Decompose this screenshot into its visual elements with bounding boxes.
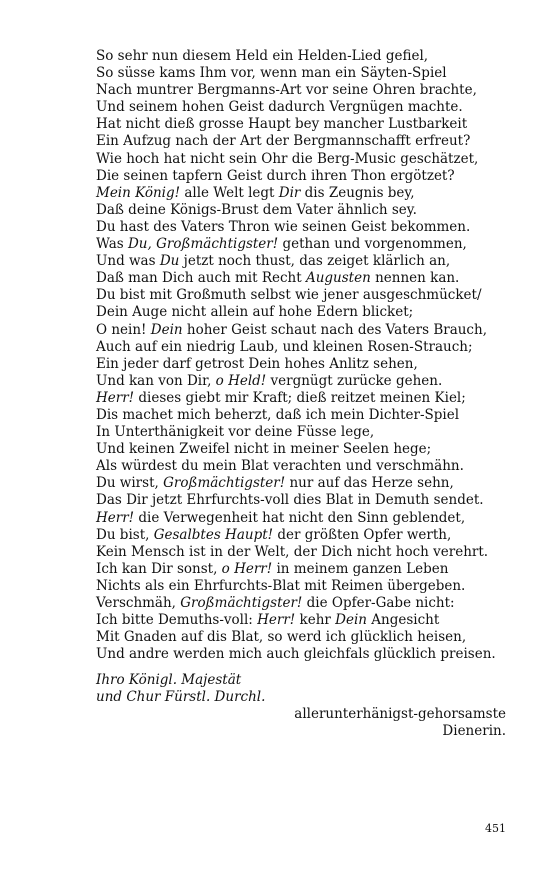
poem-segment: kehr [295, 612, 336, 629]
poem-emphasis: Großmächtigster! [180, 595, 303, 611]
poem-segment: Daß deine Königs-Brust dem Vater ähnlich sey. [96, 201, 417, 218]
poem-segment: Ich kan Dir sonst, [96, 560, 222, 577]
poem-segment: Wie hoch hat nicht sein Ohr die Berg-Music geschätzet, [96, 150, 479, 167]
poem-segment: Ein jeder darf getrost Dein hohes Anlitz sehen, [96, 355, 418, 372]
poem-emphasis: Herr! [96, 389, 135, 406]
poem-segment: Und andre werden mich auch gleichfals glücklich preisen. [96, 646, 496, 663]
poem-segment: die Opfer-Gabe nicht: [302, 595, 455, 611]
page-number: 451 [485, 822, 506, 835]
poem-line [96, 527, 526, 544]
address-block [96, 672, 265, 706]
poem-emphasis: Dein [150, 321, 183, 338]
poem-segment: Und keinen Zweifel nicht in meiner Seelen hege; [96, 441, 432, 458]
poem-emphasis: Dir [278, 184, 301, 201]
poem-segment: Die seinen tapfern Geist durch ihren Thon ergötzet? [96, 167, 455, 184]
poem-line [96, 236, 526, 253]
poem-line [96, 510, 526, 527]
poem-line [96, 202, 526, 219]
poem-segment: Hat nicht dieß grosse Haupt bey mancher Lustbarkeit [96, 116, 468, 133]
poem-line [96, 99, 526, 116]
signature-line: Dienerin. [442, 723, 506, 740]
poem-segment: der größten Opfer werth, [273, 526, 452, 543]
poem-segment: vergnügt zurücke gehen. [266, 372, 443, 389]
poem-emphasis: Herr! [257, 612, 296, 629]
poem-segment: Kein Mensch ist in der Welt, der Dich nicht hoch verehrt. [96, 543, 489, 560]
poem-segment: Ein Aufzug nach der Art der Bergmannschafft erfreut? [96, 133, 471, 150]
signature-line: allerunterhänigst-gehorsamste [294, 706, 506, 722]
poem-emphasis: Augusten [305, 270, 371, 287]
poem-emphasis: Großmächtigster! [163, 475, 286, 492]
poem-segment: nur auf das Herze sehn, [285, 475, 454, 492]
poem-segment: Als würdest du mein Blat verachten und verschmähn. [96, 458, 464, 475]
poem-segment: Nach muntrer Bergmanns-Art vor seine Ohren brachte, [96, 82, 477, 99]
poem-segment: Angesicht [366, 612, 440, 629]
poem-emphasis: Mein König! [96, 184, 181, 201]
poem-segment: Du bist, [96, 526, 154, 543]
poem-line [96, 339, 526, 356]
signature-block [294, 706, 506, 740]
poem-line [96, 287, 526, 304]
poem-segment: jetzt noch thust, das zeiget klärlich an, [179, 253, 451, 270]
poem-line [96, 133, 526, 150]
address-line: und Chur Fürstl. Durchl. [96, 689, 266, 706]
poem-segment: O nein! [96, 321, 151, 338]
poem-line [96, 492, 526, 509]
poem-emphasis: Dein [335, 612, 367, 629]
poem-line [96, 48, 526, 65]
poem-segment: Und was [96, 253, 160, 270]
poem-line [96, 356, 526, 373]
poem-line [96, 168, 526, 185]
poem-line [96, 595, 526, 612]
poem-segment: Du hast des Vaters Thron wie seinen Geist bekommen. [96, 218, 471, 235]
poem-line [96, 65, 526, 82]
poem-segment: Und kan von Dir, [96, 372, 216, 389]
poem-emphasis: o Held! [215, 372, 267, 389]
poem-text [96, 48, 526, 663]
poem-line [96, 424, 526, 441]
address-line: Ihro Königl. Majestät [96, 672, 242, 688]
poem-emphasis: Gesalbtes Haupt! [153, 526, 274, 543]
poem-segment: dieses giebt mir Kraft; dieß reitzet meinen Kiel; [134, 389, 466, 406]
poem-line [96, 270, 526, 287]
poem-segment: Ich bitte Demuths-voll: [96, 612, 258, 629]
poem-segment: In Unterthänigkeit vor deine Füsse lege, [96, 424, 375, 441]
poem-segment: Dis machet mich beherzt, daß ich mein Dichter-Spiel [96, 406, 460, 423]
poem-segment: Daß man Dich auch mit Recht [96, 270, 306, 287]
poem-line [96, 561, 526, 578]
poem-segment: gethan und vorgenommen, [278, 236, 467, 253]
poem-line [96, 151, 526, 168]
poem-line [96, 407, 526, 424]
poem-line [96, 646, 526, 663]
poem-line [96, 612, 526, 629]
poem-line [96, 322, 526, 339]
poem-segment: die Verwegenheit hat nicht den Sinn geblendet, [134, 509, 466, 526]
poem-line [96, 544, 526, 561]
poem-line [96, 253, 526, 270]
poem-line [96, 116, 526, 133]
poem-line [96, 458, 526, 475]
poem-line [96, 475, 526, 492]
poem-emphasis: Du [159, 253, 180, 270]
poem-segment: nennen kan. [370, 270, 460, 287]
poem-segment: Mit Gnaden auf dis Blat, so werd ich glücklich heisen, [96, 629, 467, 646]
poem-emphasis: Herr! [96, 509, 135, 526]
poem-segment: in meinem ganzen Leben [272, 560, 449, 577]
poem-line [96, 219, 526, 236]
poem-segment: Dein Auge nicht allein auf hohe Edern blicket; [96, 304, 414, 321]
poem-segment: Und seinem hohen Geist dadurch Vergnügen machte. [96, 99, 463, 116]
poem-segment: Verschmäh, [96, 595, 181, 611]
poem-line [96, 629, 526, 646]
poem-line [96, 82, 526, 99]
poem-line [96, 373, 526, 390]
poem-segment: hoher Geist schaut nach des Vaters Brauch, [182, 321, 487, 338]
poem-segment: So sehr nun diesem Held ein Helden-Lied gefiel, [96, 48, 429, 64]
poem-line [96, 185, 526, 202]
poem-segment: Das Dir jetzt Ehrfurchts-voll dies Blat in Demuth sendet. [96, 492, 484, 509]
poem-line [96, 441, 526, 458]
poem-segment: Was [96, 236, 128, 253]
poem-segment: Nichts als ein Ehrfurchts-Blat mit Reimen übergeben. [96, 577, 466, 594]
poem-emphasis: o Herr! [221, 560, 273, 577]
poem-segment: Du wirst, [96, 475, 164, 492]
poem-segment: So süsse kams Ihm vor, wenn man ein Säyten-Spiel [96, 65, 447, 82]
poem-segment: Auch auf ein niedrig Laub, und kleinen Rosen-Strauch; [96, 338, 473, 355]
poem-line [96, 390, 526, 407]
poem-segment: dis Zeugnis bey, [300, 184, 415, 201]
poem-emphasis: Du, Großmächtigster! [127, 236, 279, 253]
poem-segment: Du bist mit Großmuth selbst wie jener ausgeschmücket/ [96, 287, 482, 304]
poem-segment: alle Welt legt [180, 184, 279, 201]
poem-line [96, 578, 526, 595]
poem-line [96, 304, 526, 321]
